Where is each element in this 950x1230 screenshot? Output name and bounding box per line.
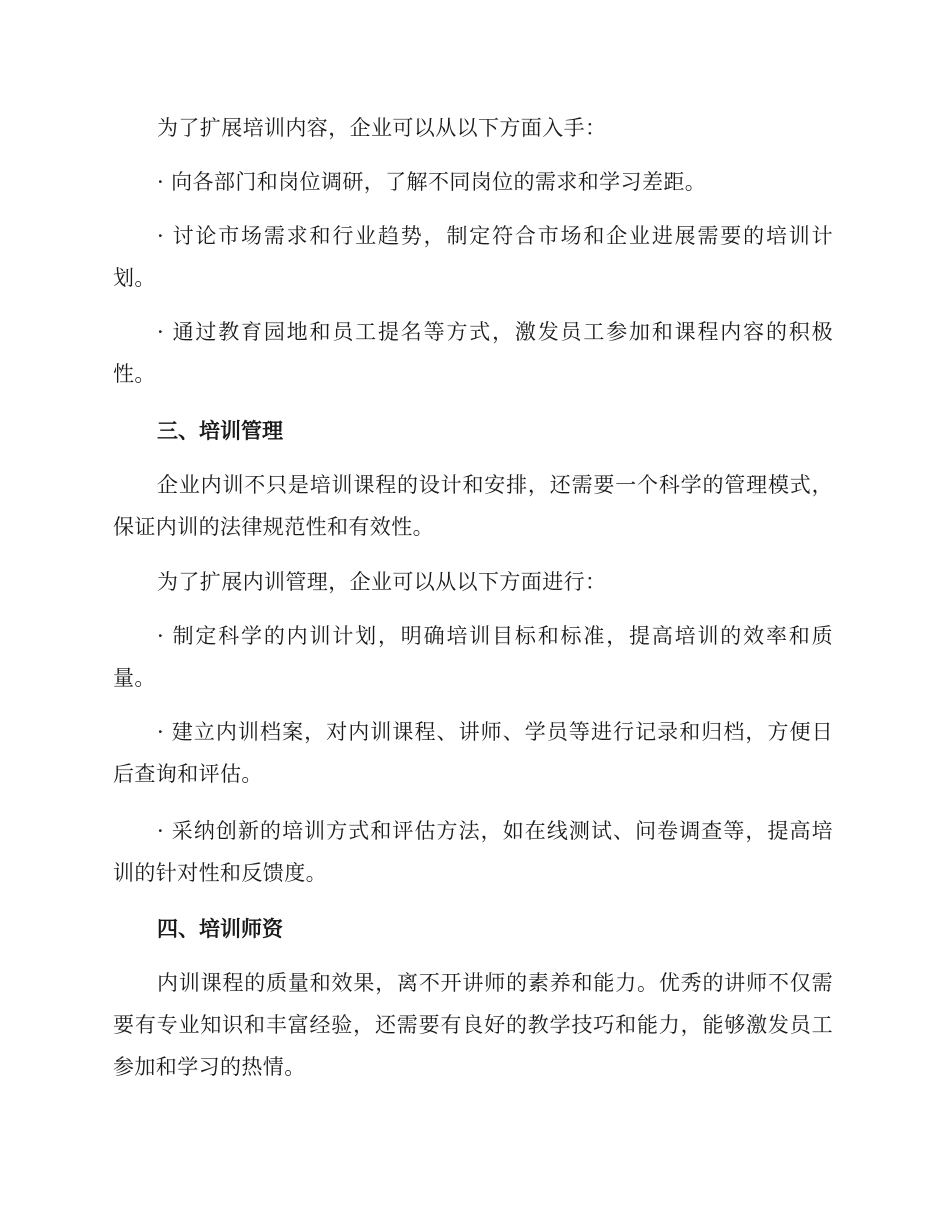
section-heading: 三、培训管理 [157,419,283,443]
section-heading: 四、培训师资 [157,917,283,941]
body-paragraph: 企业内训不只是培训课程的设计和安排，还需要一个科学的管理模式，保证内训的法律规范性和有效性。 [113,473,833,539]
intro-paragraph: 为了扩展培训内容，企业可以从以下方面入手： [157,116,607,140]
bullet-item: · 向各部门和岗位调研，了解不同岗位的需求和学习差距。 [157,170,707,194]
bullet-item: · 建立内训档案，对内训课程、讲师、学员等进行记录和归档，方便日后查询和评估。 [113,720,833,786]
bullet-item: · 采纳创新的培训方式和评估方法，如在线测试、问卷调查等，提高培训的针对性和反馈度。 [113,819,833,885]
bullet-item: · 通过教育园地和员工提名等方式，激发员工参加和课程内容的积极性。 [113,320,833,386]
body-paragraph: 内训课程的质量和效果，离不开讲师的素养和能力。优秀的讲师不仅需要有专业知识和丰富经验，还需要有良好的教学技巧和能力，能够激发员工参加和学习的热情。 [113,971,833,1079]
bullet-item: · 制定科学的内训计划，明确培训目标和标准，提高培训的效率和质量。 [113,624,833,690]
intro-paragraph: 为了扩展内训管理，企业可以从以下方面进行： [157,570,607,594]
bullet-item: · 讨论市场需求和行业趋势，制定符合市场和企业进展需要的培训计划。 [113,224,833,290]
